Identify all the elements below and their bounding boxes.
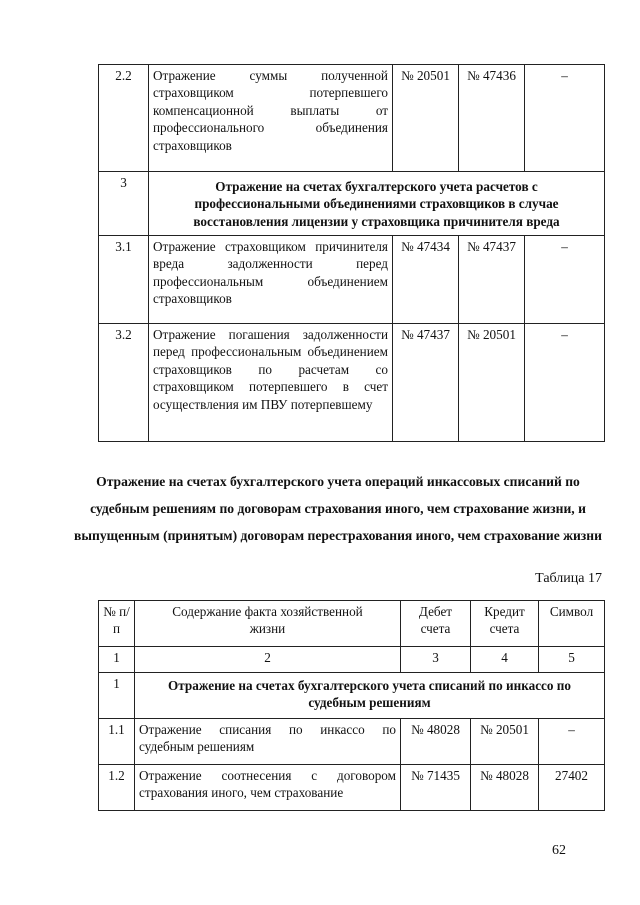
symbol-code: – — [539, 719, 605, 765]
index-row — [99, 647, 605, 673]
row-number: 2.2 — [99, 65, 149, 172]
section-row — [99, 172, 605, 236]
section-title: Отражение на счетах бухгалтерского учета списаний по инкассо по судебным решениям — [135, 673, 605, 719]
debit-account: № 47437 — [393, 324, 459, 442]
row-number: 3.1 — [99, 236, 149, 324]
header-credit: Кредит счета — [471, 601, 539, 647]
row-description: Отражение страховщиком причинителя вреда задолженности перед профессиональным объединением страховщиков — [149, 236, 393, 324]
symbol-code: – — [525, 236, 605, 324]
table-row — [99, 765, 605, 811]
row-description: Отражение суммы полученной страховщиком потерпевшего компенсационной выплаты от профессионального объединения страховщиков — [149, 65, 393, 172]
table-number: Таблица 17 — [535, 571, 602, 586]
index-cell: 5 — [539, 647, 605, 673]
row-description: Отражение соотнесения с договором страхования иного, чем страхование — [135, 765, 401, 811]
index-cell: 2 — [135, 647, 401, 673]
section-number: 1 — [99, 673, 135, 719]
debit-account: № 47434 — [393, 236, 459, 324]
table-header-row — [99, 601, 605, 647]
credit-account: № 20501 — [459, 324, 525, 442]
symbol-code: – — [525, 65, 605, 172]
section-number: 3 — [99, 172, 149, 236]
row-number: 1.1 — [99, 719, 135, 765]
symbol-code: 27402 — [539, 765, 605, 811]
row-number: 3.2 — [99, 324, 149, 442]
row-description: Отражение списания по инкассо по судебным решениям — [135, 719, 401, 765]
table-caption: Отражение на счетах бухгалтерского учета операций инкассовых списаний по судебным решениям по договорам страхования иного, чем страхование жизни, и выпущенным (принятым) договорам перестрахования иного, чем страхование жизни — [74, 474, 602, 543]
index-cell: 3 — [401, 647, 471, 673]
credit-account: № 47436 — [459, 65, 525, 172]
table-row — [99, 324, 605, 442]
header-number: № п/п — [99, 601, 135, 647]
row-number: 1.2 — [99, 765, 135, 811]
table-row — [99, 719, 605, 765]
section-title: Отражение на счетах бухгалтерского учета расчетов с профессиональными объединениями страховщиков в случае восстановления лицензии у страховщика причинителя вреда — [149, 172, 605, 236]
table-row — [99, 236, 605, 324]
credit-account: № 48028 — [471, 765, 539, 811]
section-row — [99, 673, 605, 719]
debit-account: № 20501 — [393, 65, 459, 172]
header-debit: Дебет счета — [401, 601, 471, 647]
symbol-code: – — [525, 324, 605, 442]
index-cell: 4 — [471, 647, 539, 673]
debit-account: № 48028 — [401, 719, 471, 765]
credit-account: № 47437 — [459, 236, 525, 324]
header-content: Содержание факта хозяйственной жизни — [135, 601, 401, 647]
index-cell: 1 — [99, 647, 135, 673]
accounting-table-17 — [98, 600, 605, 811]
table-row — [99, 65, 605, 172]
page-number: 62 — [552, 843, 566, 858]
accounting-table-top — [98, 64, 605, 442]
debit-account: № 71435 — [401, 765, 471, 811]
header-symbol: Символ — [539, 601, 605, 647]
credit-account: № 20501 — [471, 719, 539, 765]
row-description: Отражение погашения задолженности перед профессиональным объединением страховщиков по расчетам со страховщиком потерпевшего в счет осуществления им ПВУ потерпевшему — [149, 324, 393, 442]
